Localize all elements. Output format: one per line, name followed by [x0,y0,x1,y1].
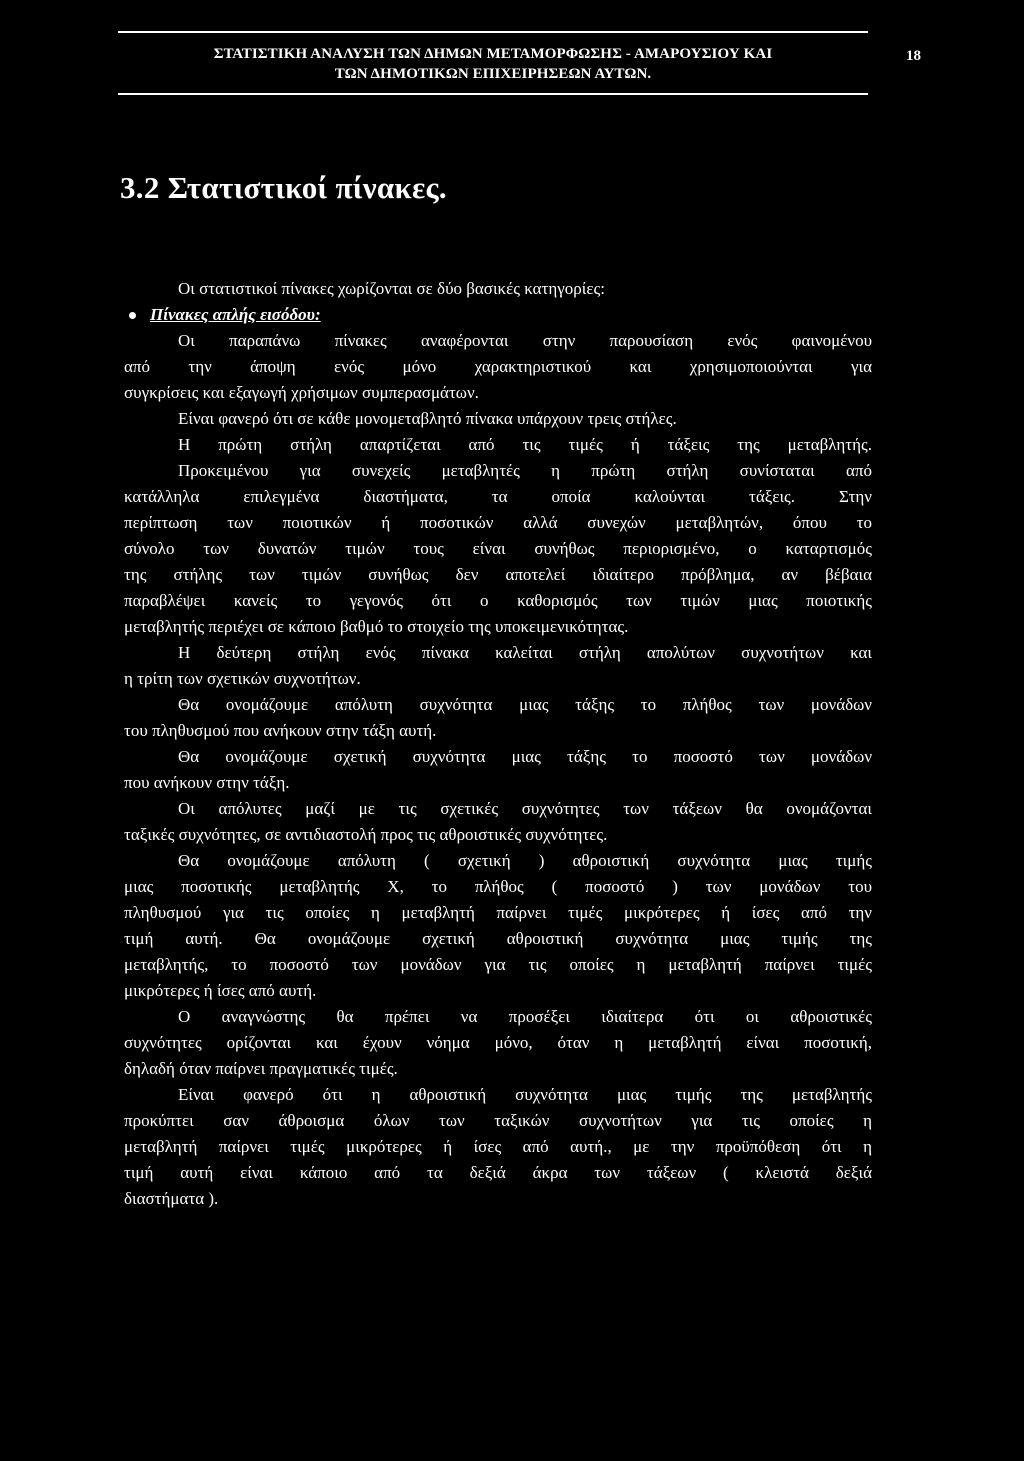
paragraph-line: συγκρίσεις και εξαγωγή χρήσιμων συμπερασμάτων. [124,383,479,402]
section-title: 3.2 Στατιστικοί πίνακες. [120,170,447,205]
paragraph-line: Θα ονομάζουμε απόλυτη ( σχετική ) αθροιστική συχνότητα μιας τιμής [178,851,872,870]
bullet-item [124,302,872,328]
paragraph-line: η τρίτη των σχετικών συχνοτήτων. [124,669,361,688]
paragraph-line: Οι στατιστικοί πίνακες χωρίζονται σε δύο βασικές κατηγορίες: [178,279,605,298]
running-header-line-1: ΣΤΑΤΙΣΤΙΚΗ ΑΝΑΛΥΣΗ ΤΩΝ ΔΗΜΩΝ ΜΕΤΑΜΟΡΦΩΣΗΣ - ΑΜΑΡΟΥΣΙΟΥ ΚΑΙ [213,46,773,62]
paragraph-line: τιμή αυτή. Θα ονομάζουμε σχετική αθροιστική συχνότητα μιας τιμής της [124,929,872,948]
paragraph-line: κατάλληλα επιλεγμένα διαστήματα, τα οποία καλούνται τάξεις. Στην [124,487,872,506]
paragraph-line: μεταβλητής περιέχει σε κάποιο βαθμό το στοιχείο της υποκειμενικότητας. [124,617,629,636]
paragraph-line: Η δεύτερη στήλη ενός πίνακα καλείται στήλη απολύτων συχνοτήτων και [178,643,872,662]
paragraph-line: ταξικές συχνότητες, σε αντιδιαστολή προς τις αθροιστικές συχνότητες. [124,825,608,844]
paragraph-line: διαστήματα ). [124,1189,219,1208]
bullet-icon [129,312,136,319]
paragraph-line: Θα ονομάζουμε σχετική συχνότητα μιας τάξης το ποσοστό των μονάδων [178,747,872,766]
paragraph-line: περίπτωση των ποιοτικών ή ποσοτικών αλλά συνεχών μεταβλητών, όπου το [124,513,872,532]
paragraph-line: σύνολο των δυνατών τιμών τους είναι συνήθως περιορισμένο, ο καταρτισμός [124,539,872,558]
paragraph-line: που ανήκουν στην τάξη. [124,773,290,792]
paragraph-line: του πληθυσμού που ανήκουν στην τάξη αυτή. [124,721,437,740]
paragraph-line: Είναι φανερό ότι η αθροιστική συχνότητα μιας τιμής της μεταβλητής [178,1085,872,1104]
paragraph-line: Οι απόλυτες μαζί με τις σχετικές συχνότητες των τάξεων θα ονομάζονται [178,799,872,818]
paragraph-line: Η πρώτη στήλη απαρτίζεται από τις τιμές ή τάξεις της μεταβλητής. [178,435,872,454]
paragraph-line: παραβλέψει κανείς το γεγονός ότι ο καθορισμός των τιμών μιας ποιοτικής [124,591,872,610]
paragraph-line: μιας ποσοτικής μεταβλητής Χ, το πλήθος ( ποσοστό ) των μονάδων του [124,877,872,896]
paragraph-line: από την άποψη ενός μόνο χαρακτηριστικού και χρησιμοποιούνται για [124,357,872,376]
paragraph-line: μεταβλητή παίρνει τιμές μικρότερες ή ίσες από αυτή., με την προϋπόθεση ότι η [124,1137,872,1156]
running-header-line-2: ΤΩΝ ΔΗΜΟΤΙΚΩΝ ΕΠΙΧΕΙΡΗΣΕΩΝ ΑΥΤΩΝ. [334,66,652,82]
paragraph-line: Οι παραπάνω πίνακες αναφέρονται στην παρουσίαση ενός φαινομένου [178,331,872,350]
paragraph-line: Ο αναγνώστης θα πρέπει να προσέξει ιδιαίτερα ότι οι αθροιστικές [178,1007,872,1026]
paragraph-line: Θα ονομάζουμε απόλυτη συχνότητα μιας τάξης το πλήθος των μονάδων [178,695,872,714]
paragraph-line: προκύπτει σαν άθροισμα όλων των ταξικών συχνοτήτων για τις οποίες η [124,1111,872,1130]
paragraph-line: Είναι φανερό ότι σε κάθε μονομεταβλητό πίνακα υπάρχουν τρεις στήλες. [178,409,677,428]
paragraph-line: πληθυσμού για τις οποίες η μεταβλητή παίρνει τιμές μικρότερες ή ίσες από την [124,903,872,922]
paragraph-line: μικρότερες ή ίσες από αυτή. [124,981,317,1000]
header-rule-bottom [118,93,868,95]
paragraph-line: συχνότητες ορίζονται και έχουν νόημα μόνο, όταν η μεταβλητή είναι ποσοτική, [124,1033,872,1052]
paragraph-line: της στήλης των τιμών συνήθως δεν αποτελεί ιδιαίτερο πρόβλημα, αν βέβαια [124,565,872,584]
paragraph-line: δηλαδή όταν παίρνει πραγματικές τιμές. [124,1059,398,1078]
paragraph-line: τιμή αυτή είναι κάποιο από τα δεξιά άκρα των τάξεων ( κλειστά δεξιά [124,1163,872,1182]
page-number: 18 [906,48,921,64]
paragraph-line: Προκειμένου για συνεχείς μεταβλητές η πρώτη στήλη συνίσταται από [178,461,872,480]
paragraph-line: μεταβλητής, το ποσοστό των μονάδων για τις οποίες η μεταβλητή παίρνει τιμές [124,955,872,974]
running-header [118,44,868,84]
header-rule-top [118,31,868,33]
document-body [124,276,872,1212]
bullet-heading: Πίνακες απλής εισόδου: [150,305,321,324]
